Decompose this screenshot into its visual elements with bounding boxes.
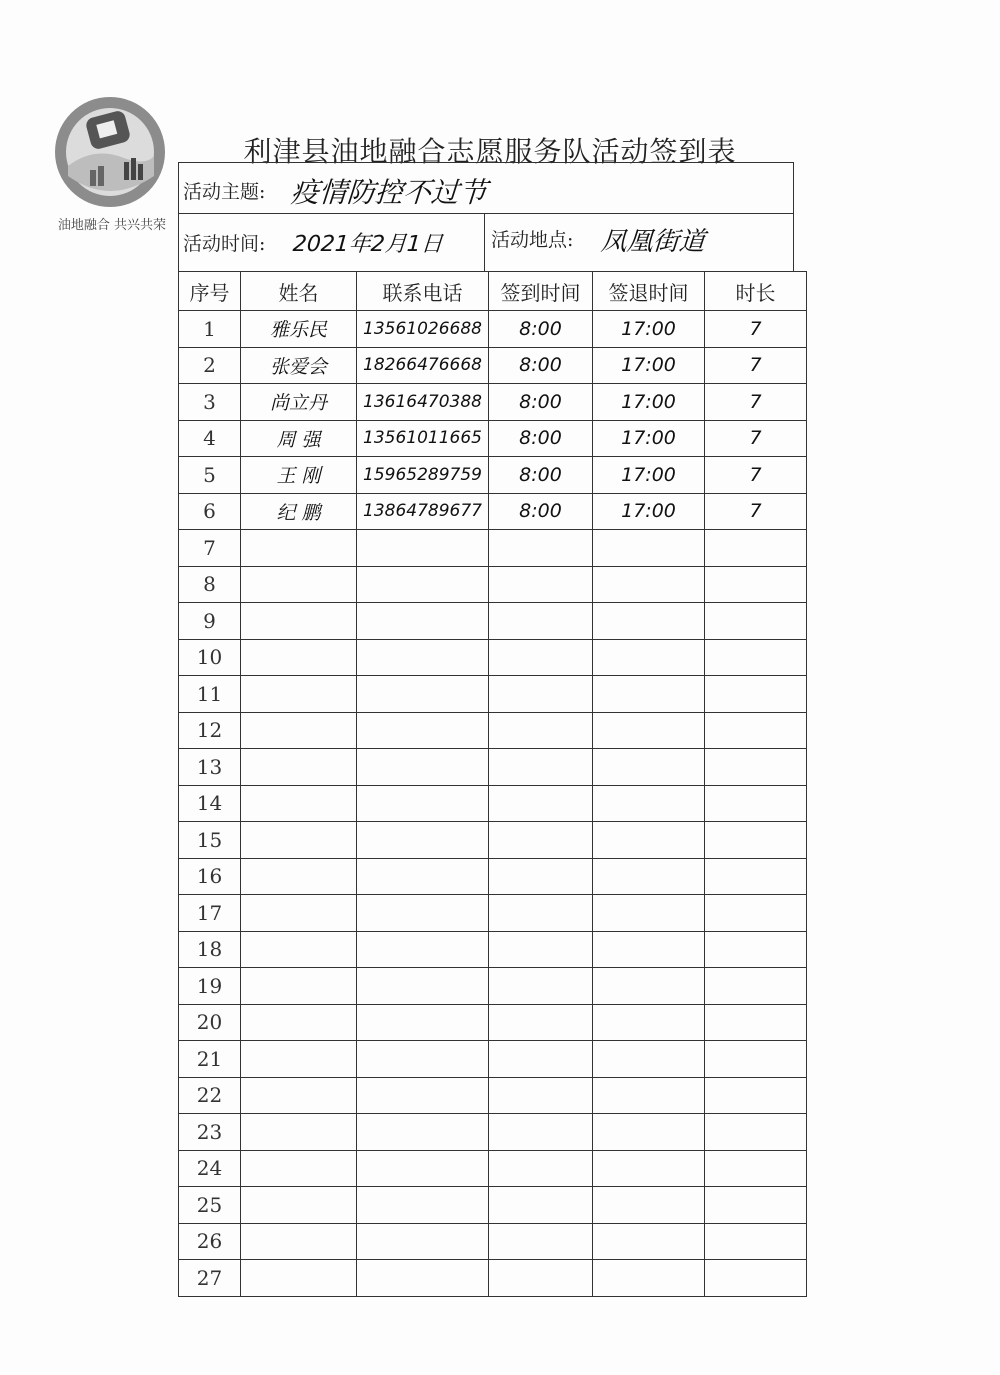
row-number: 20 [179,1004,241,1041]
phone-number [357,1041,489,1078]
sign-in-time: 8:00 [489,493,593,530]
row-number: 14 [179,785,241,822]
row-number: 22 [179,1077,241,1114]
row-number: 10 [179,639,241,676]
sign-in-time [489,858,593,895]
header-sign-in-time: 签到时间 [489,272,593,311]
sign-out-time [593,931,705,968]
phone-number [357,931,489,968]
row-number: 9 [179,603,241,640]
sign-in-time: 8:00 [489,420,593,457]
field-divider [484,213,485,271]
table-row [179,785,807,822]
duration-hours [705,895,807,932]
sign-in-time [489,822,593,859]
volunteer-name [241,785,357,822]
phone-number [357,1187,489,1224]
duration-hours [705,1077,807,1114]
sign-in-time: 8:00 [489,347,593,384]
volunteer-name: 尚立丹 [241,384,357,421]
row-number: 13 [179,749,241,786]
sign-out-time [593,1077,705,1114]
table-row [179,457,807,494]
table-row [179,858,807,895]
row-number: 19 [179,968,241,1005]
sign-in-time [489,1077,593,1114]
sign-out-time: 17:00 [593,311,705,348]
row-number: 3 [179,384,241,421]
phone-number [357,1260,489,1297]
sign-out-time [593,895,705,932]
phone-number [357,785,489,822]
theme-row [179,163,793,214]
phone-number: 13561011665 [357,420,489,457]
volunteer-name [241,530,357,567]
phone-number [357,566,489,603]
duration-hours: 7 [705,384,807,421]
header-no: 序号 [179,272,241,311]
time-place-row [179,213,793,271]
phone-number [357,858,489,895]
sign-in-time [489,1187,593,1224]
table-row [179,384,807,421]
volunteer-name [241,712,357,749]
phone-number [357,639,489,676]
duration-hours [705,1260,807,1297]
sign-in-time [489,931,593,968]
volunteer-name [241,1041,357,1078]
row-number: 11 [179,676,241,713]
sign-out-time: 17:00 [593,457,705,494]
phone-number [357,895,489,932]
table-row [179,1223,807,1260]
phone-number [357,1223,489,1260]
sign-out-time [593,1004,705,1041]
sign-in-time [489,785,593,822]
phone-number: 13864789677 [357,493,489,530]
header-name: 姓名 [241,272,357,311]
table-row [179,639,807,676]
volunteer-name [241,603,357,640]
duration-hours [705,822,807,859]
sign-in-time [489,968,593,1005]
row-number: 7 [179,530,241,567]
duration-hours [705,566,807,603]
duration-hours [705,1041,807,1078]
place-label: 活动地点: [491,229,574,251]
table-row [179,311,807,348]
table-row [179,530,807,567]
row-number: 21 [179,1041,241,1078]
phone-number [357,1077,489,1114]
row-number: 17 [179,895,241,932]
volunteer-name [241,931,357,968]
time-label: 活动时间: [183,233,266,255]
volunteer-name [241,1260,357,1297]
sign-out-time [593,858,705,895]
table-row [179,347,807,384]
sign-in-time [489,1150,593,1187]
sign-in-time [489,566,593,603]
page-title: 利津县油地融合志愿服务队活动签到表 [243,135,737,168]
sign-in-time [489,895,593,932]
row-number: 12 [179,712,241,749]
sign-in-time [489,676,593,713]
phone-number [357,1004,489,1041]
phone-number [357,676,489,713]
sign-in-time [489,1041,593,1078]
phone-number [357,712,489,749]
volunteer-name [241,1187,357,1224]
row-number: 18 [179,931,241,968]
row-number: 24 [179,1150,241,1187]
table-row [179,1260,807,1297]
table-row [179,676,807,713]
volunteer-name: 王 刚 [241,457,357,494]
sign-out-time: 17:00 [593,384,705,421]
duration-hours [705,785,807,822]
duration-hours [705,1114,807,1151]
row-number: 1 [179,311,241,348]
header-sign-out-time: 签退时间 [593,272,705,311]
sign-in-time [489,603,593,640]
sign-out-time [593,639,705,676]
sign-out-time [593,785,705,822]
sign-out-time [593,822,705,859]
duration-hours [705,530,807,567]
sign-out-time [593,530,705,567]
table-row [179,749,807,786]
phone-number [357,822,489,859]
table-row [179,895,807,932]
row-number: 15 [179,822,241,859]
volunteer-name [241,895,357,932]
table-row [179,712,807,749]
phone-number: 13561026688 [357,311,489,348]
sign-out-time [593,566,705,603]
row-number: 8 [179,566,241,603]
row-number: 6 [179,493,241,530]
logo-caption: 油地融合 共兴共荣 [57,218,167,233]
volunteer-name [241,566,357,603]
table-row [179,1077,807,1114]
theme-label: 活动主题: [183,181,266,203]
sign-out-time [593,968,705,1005]
volunteer-name: 雅乐民 [241,311,357,348]
volunteer-name: 纪 鹏 [241,493,357,530]
sign-in-time [489,530,593,567]
sign-in-table [178,271,807,1297]
duration-hours [705,749,807,786]
duration-hours [705,1223,807,1260]
row-number: 26 [179,1223,241,1260]
sign-out-time [593,676,705,713]
sign-in-time [489,749,593,786]
header-duration: 时长 [705,272,807,311]
volunteer-name [241,1114,357,1151]
duration-hours: 7 [705,493,807,530]
duration-hours [705,1004,807,1041]
time-value: 2021年2月1日 [291,232,444,257]
duration-hours [705,712,807,749]
duration-hours [705,1187,807,1224]
volunteer-name [241,1004,357,1041]
sign-out-time [593,1114,705,1151]
sign-in-time [489,1004,593,1041]
volunteer-name: 张爱会 [241,347,357,384]
phone-number [357,530,489,567]
duration-hours [705,931,807,968]
table-body [179,311,807,1297]
activity-info-block [178,162,794,272]
table-row [179,493,807,530]
volunteer-name [241,858,357,895]
phone-number [357,1150,489,1187]
table-row [179,1004,807,1041]
table-row [179,1187,807,1224]
sign-in-time [489,712,593,749]
duration-hours [705,603,807,640]
table-header-row [179,272,807,311]
phone-number: 15965289759 [357,457,489,494]
phone-number [357,749,489,786]
sign-out-time: 17:00 [593,347,705,384]
volunteer-name [241,822,357,859]
row-number: 23 [179,1114,241,1151]
volunteer-name [241,749,357,786]
row-number: 16 [179,858,241,895]
table-row [179,1114,807,1151]
sign-out-time [593,1260,705,1297]
table-row [179,1041,807,1078]
phone-number: 18266476668 [357,347,489,384]
row-number: 5 [179,457,241,494]
table-row [179,822,807,859]
row-number: 2 [179,347,241,384]
duration-hours [705,968,807,1005]
sign-in-time [489,1223,593,1260]
sign-out-time: 17:00 [593,493,705,530]
sign-out-time [593,1187,705,1224]
volunteer-name [241,676,357,713]
volunteer-name [241,968,357,1005]
phone-number [357,603,489,640]
sign-out-time [593,1041,705,1078]
duration-hours [705,858,807,895]
row-number: 27 [179,1260,241,1297]
table-row [179,1150,807,1187]
organization-logo [54,96,166,208]
row-number: 4 [179,420,241,457]
duration-hours [705,676,807,713]
sign-out-time [593,749,705,786]
place-value: 凤凰街道 [599,227,706,257]
sign-out-time [593,603,705,640]
duration-hours: 7 [705,311,807,348]
table-row [179,968,807,1005]
duration-hours: 7 [705,420,807,457]
theme-value: 疫情防控不过节 [289,176,489,209]
volunteer-name [241,639,357,676]
table-row [179,931,807,968]
phone-number [357,1114,489,1151]
sign-in-time [489,639,593,676]
table-row [179,420,807,457]
sign-in-time: 8:00 [489,311,593,348]
volunteer-name [241,1150,357,1187]
sign-in-time: 8:00 [489,457,593,494]
sign-in-time [489,1114,593,1151]
sign-out-time: 17:00 [593,420,705,457]
sign-in-time: 8:00 [489,384,593,421]
sign-in-time [489,1260,593,1297]
duration-hours: 7 [705,347,807,384]
volunteer-name: 周 强 [241,420,357,457]
duration-hours: 7 [705,457,807,494]
phone-number: 13616470388 [357,384,489,421]
table-row [179,603,807,640]
volunteer-name [241,1223,357,1260]
duration-hours [705,639,807,676]
row-number: 25 [179,1187,241,1224]
duration-hours [705,1150,807,1187]
sign-out-time [593,712,705,749]
sign-out-time [593,1150,705,1187]
volunteer-name [241,1077,357,1114]
table-row [179,566,807,603]
sign-out-time [593,1223,705,1260]
phone-number [357,968,489,1005]
header-phone: 联系电话 [357,272,489,311]
